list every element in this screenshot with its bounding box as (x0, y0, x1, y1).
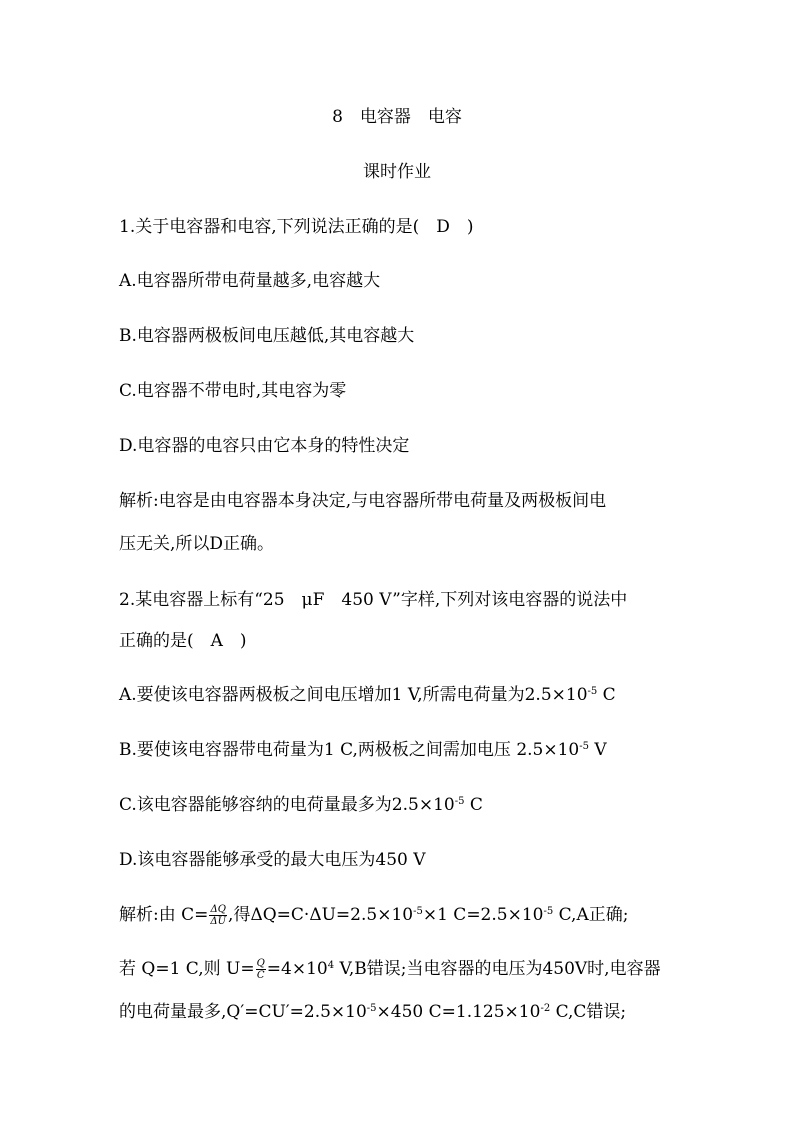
question-1-option-b: B.电容器两极板间电压越低,其电容越大 (119, 326, 415, 346)
question-2-option-d: D.该电容器能够承受的最大电压为450 V (119, 850, 426, 870)
question-2-stem-line-2: 正确的是( A ) (119, 631, 247, 651)
question-2-analysis-line-1: 解析:由 C= $\frac{\Delta Q}{\Delta U}$ ,得$\Delta Q=C\cdot\Delta U=2.5\times 10^{-5}\times 1$ $C=2.5\times 10^{-5}$ C,A正确; (119, 904, 629, 927)
question-2-option-c: C.该电容器能够容纳的电荷量最多为$2.5\times 10^{-5}$ C (119, 795, 483, 815)
page-title: 8 电容器 电容 (332, 107, 462, 127)
fraction-q-c: $\frac{Q}{C}$ (256, 958, 265, 981)
question-2-analysis-line-2: 若 Q=1 C,则 U= $\frac{Q}{C}$ $=4\times 10^4$ V,B错误;当电容器的电压为450V时,电容器 (119, 958, 661, 981)
question-1-option-a: A.电容器所带电荷量越多,电容越大 (119, 271, 381, 291)
fraction-dq-du: $\frac{\Delta Q}{\Delta U}$ (210, 904, 227, 927)
question-1-option-c: C.电容器不带电时,其电容为零 (119, 381, 347, 401)
question-1-analysis-line-1: 解析:电容是由电容器本身决定,与电容器所带电荷量及两极板间电 (119, 491, 607, 511)
question-2-option-b: B.要使该电容器带电荷量为1 C,两极板之间需加电压 $2.5\times 10^{-5}$ V (119, 740, 607, 760)
question-2-stem-line-1: 2.某电容器上标有“25 μF 450 V”字样,下列对该电容器的说法中 (119, 590, 628, 610)
question-2-option-a: A.要使该电容器两极板之间电压增加1 V,所需电荷量为$2.5\times 10^{-5}$ C (119, 685, 616, 705)
question-1-analysis-line-2: 压无关,所以D正确。 (119, 534, 275, 554)
page-subtitle: 课时作业 (363, 162, 431, 182)
question-1-option-d: D.电容器的电容只由它本身的特性决定 (119, 436, 410, 456)
question-2-analysis-line-3: 的电荷量最多$,Q'=CU'=2.5\times 10^{-5}\times 450$ $C=1.125\times 10^{-2}$ C,C错误; (119, 1002, 627, 1022)
question-1-stem: 1.关于电容器和电容,下列说法正确的是( D ) (119, 217, 474, 237)
